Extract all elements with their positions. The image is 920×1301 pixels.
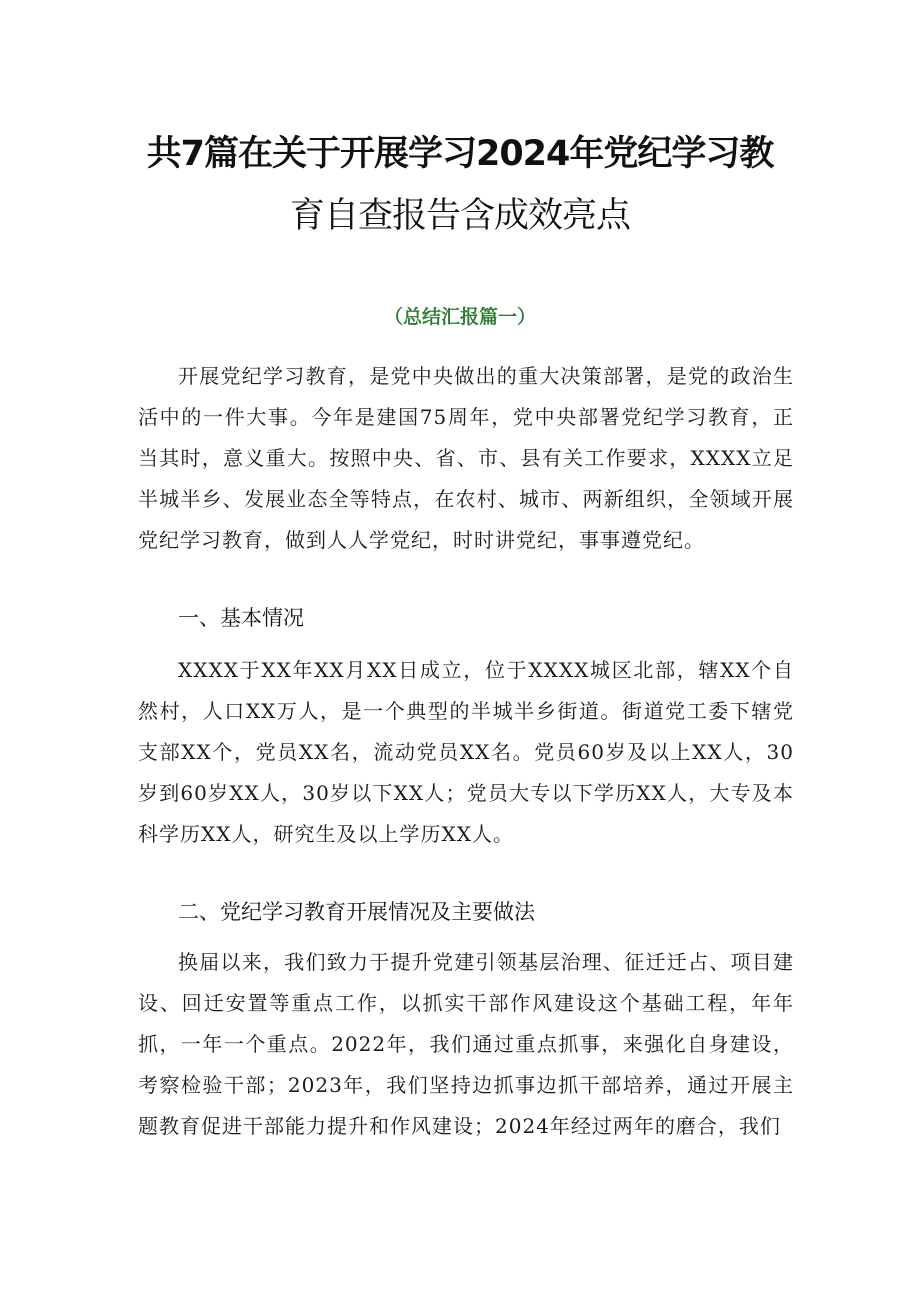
intro-paragraph: 开展党纪学习教育，是党中央做出的重大决策部署，是党的政治生活中的一件大事。今年是建国75周年，党中央部署党纪学习教育，正当其时，意义重大。按照中央、省、市、县有关工作要求，XXXX立足半城半乡、发展业态全等特点，在农村、城市、两新组织，全领域开展党纪学习教育，做到人人学党纪，时时讲党纪，事事遵党纪。 (138, 364, 794, 552)
education-practices-paragraph: 换届以来，我们致力于提升党建引领基层治理、征迁迁占、项目建设、回迁安置等重点工作，以抓实干部作风建设这个基础工程，年年抓，一年一个重点。2022年，我们通过重点抓事，来强化自身建设，考察检验干部；2023年，我们坚持边抓事边抓干部培养，通过开展主题教育促进干部能力提升和作风建设；2024年经过两年的磨合，我们 (138, 950, 794, 1138)
document-title-line-2: 育自查报告含成效亮点 (289, 196, 630, 236)
heading-basic-situation: 一、基本情况 (178, 606, 304, 630)
document-title-line-1: 共7篇在关于开展学习2024年党纪学习教 (146, 134, 774, 174)
basic-situation-paragraph: XXXX于XX年XX月XX日成立，位于XXXX城区北部，辖XX个自然村，人口XX万人，是一个典型的半城半乡街道。街道党工委下辖党支部XX个，党员XX名，流动党员XX名。党员60岁及以上XX人，30岁到60岁XX人，30岁以下XX人；党员大专以下学历XX人，大专及本科学历XX人，研究生及以上学历XX人。 (138, 658, 794, 846)
heading-education-practices: 二、党纪学习教育开展情况及主要做法 (178, 900, 535, 924)
section-tag: （总结汇报篇一） (383, 306, 536, 328)
